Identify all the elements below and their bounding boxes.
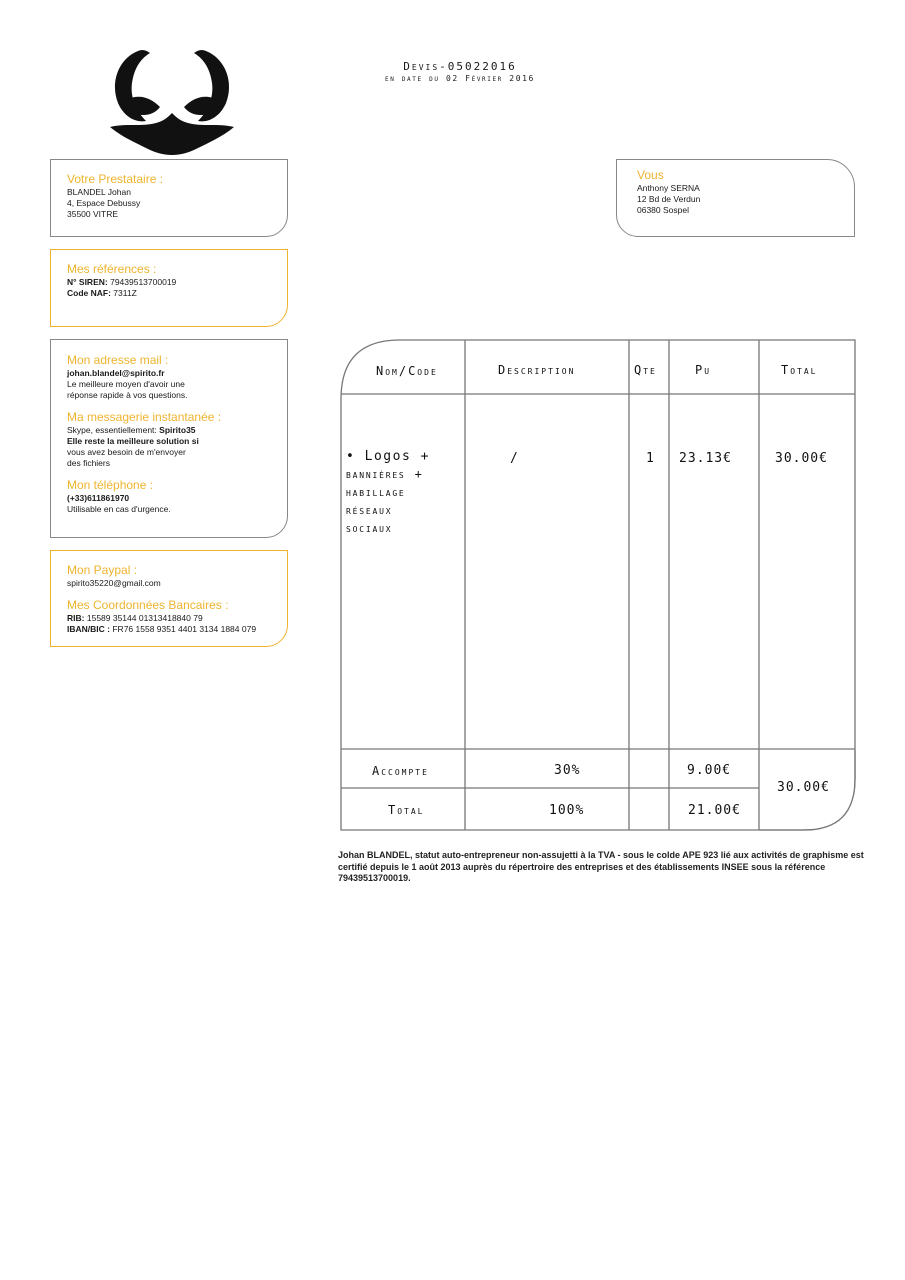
logo-icon	[108, 45, 236, 157]
deposit-label: Accompte	[372, 764, 429, 778]
header-total: Total	[781, 363, 818, 377]
references-heading: Mes références :	[67, 262, 157, 276]
skype-line	[67, 425, 271, 436]
provider-address-line1: 4, Espace Debussy	[67, 198, 141, 208]
client-address-line2: 06380 Sospel	[637, 205, 689, 215]
header-unit-price: Pu	[695, 363, 712, 377]
naf-label: Code NAF:	[67, 288, 111, 298]
phone-number: (+33)611861970	[67, 493, 130, 503]
payment-box	[50, 550, 288, 647]
rib-value: 15589 35144 01313418840 79	[86, 613, 203, 623]
client-heading: Vous	[637, 168, 664, 182]
im-heading: Ma messagerie instantanée :	[67, 410, 222, 424]
skype-prefix: Skype, essentiellement:	[67, 425, 157, 435]
item-code-line4: réseaux	[346, 503, 393, 517]
balance-label: Total	[388, 803, 425, 817]
item-code-line1: • Logos +	[346, 449, 430, 464]
client-box	[616, 159, 855, 237]
item-description: /	[510, 451, 518, 466]
client-name: Anthony SERNA	[637, 183, 700, 193]
balance-percent: 100%	[549, 803, 585, 818]
im-note-line1: Elle reste la meilleure solution si	[67, 436, 199, 446]
item-code-line2: bannières +	[346, 467, 424, 481]
balance-amount: 21.00€	[688, 803, 741, 818]
im-note-line2: vous avez besoin de m'envoyer	[67, 447, 186, 457]
email-note-line1: Le meilleure moyen d'avoir une	[67, 379, 185, 389]
item-total: 30.00€	[775, 451, 828, 466]
grand-total: 30.00€	[777, 780, 830, 795]
im-note-line3: des fichiers	[67, 458, 110, 468]
header-description: Description	[498, 363, 576, 377]
item-code-line5: sociaux	[346, 521, 393, 535]
iban-line	[67, 624, 271, 635]
paypal-heading: Mon Paypal :	[67, 563, 138, 577]
email-link[interactable]: johan.blandel@spirito.fr	[67, 368, 165, 378]
email-note-line2: réponse rapide à vos questions.	[67, 390, 188, 400]
references-box	[50, 249, 288, 327]
document-date: en date du 02 Février 2016	[385, 74, 535, 83]
contact-box	[50, 339, 288, 538]
bank-heading: Mes Coordonnées Bancaires :	[67, 598, 229, 612]
iban-value: FR76 1558 9351 4401 3134 1884 079	[112, 624, 257, 634]
provider-box	[50, 159, 288, 237]
header-code: Nom/Code	[376, 364, 438, 378]
siren-label: N° SIREN:	[67, 277, 108, 287]
item-qty: 1	[646, 451, 654, 466]
siren-line	[67, 277, 271, 288]
legal-footer-note: Johan BLANDEL, statut auto-entrepreneur non-assujetti à la TVA - sous le colde APE 923 lié aux activités de graphisme est certifié depuis le 1 août 2013 auprès du répertroire des entreprises et des établissements INSEE sous la référence 79439513700019.	[338, 850, 864, 883]
quote-table	[340, 339, 856, 831]
iban-label: IBAN/BIC :	[67, 624, 110, 634]
document-title: Devis-05022016	[403, 60, 517, 73]
rib-line	[67, 613, 271, 624]
provider-address-line2: 35500 VITRE	[67, 209, 119, 219]
phone-heading: Mon téléphone :	[67, 478, 154, 492]
paypal-email: spirito35220@gmail.com	[67, 578, 161, 588]
siren-value: 79439513700019	[110, 277, 177, 287]
provider-heading: Votre Prestataire :	[67, 172, 164, 186]
header-qty: Qte	[634, 363, 657, 377]
item-code-line3: habillage	[346, 485, 406, 499]
provider-name: BLANDEL Johan	[67, 187, 131, 197]
naf-value: 7311Z	[113, 288, 137, 298]
phone-note: Utilisable en cas d'urgence.	[67, 504, 171, 514]
email-heading: Mon adresse mail :	[67, 353, 169, 367]
naf-line	[67, 288, 271, 299]
item-unit-price: 23.13€	[679, 451, 732, 466]
deposit-percent: 30%	[554, 763, 581, 778]
client-address-line1: 12 Bd de Verdun	[637, 194, 701, 204]
rib-label: RIB:	[67, 613, 85, 623]
skype-id: Spirito35	[159, 425, 196, 435]
deposit-amount: 9.00€	[687, 763, 732, 778]
